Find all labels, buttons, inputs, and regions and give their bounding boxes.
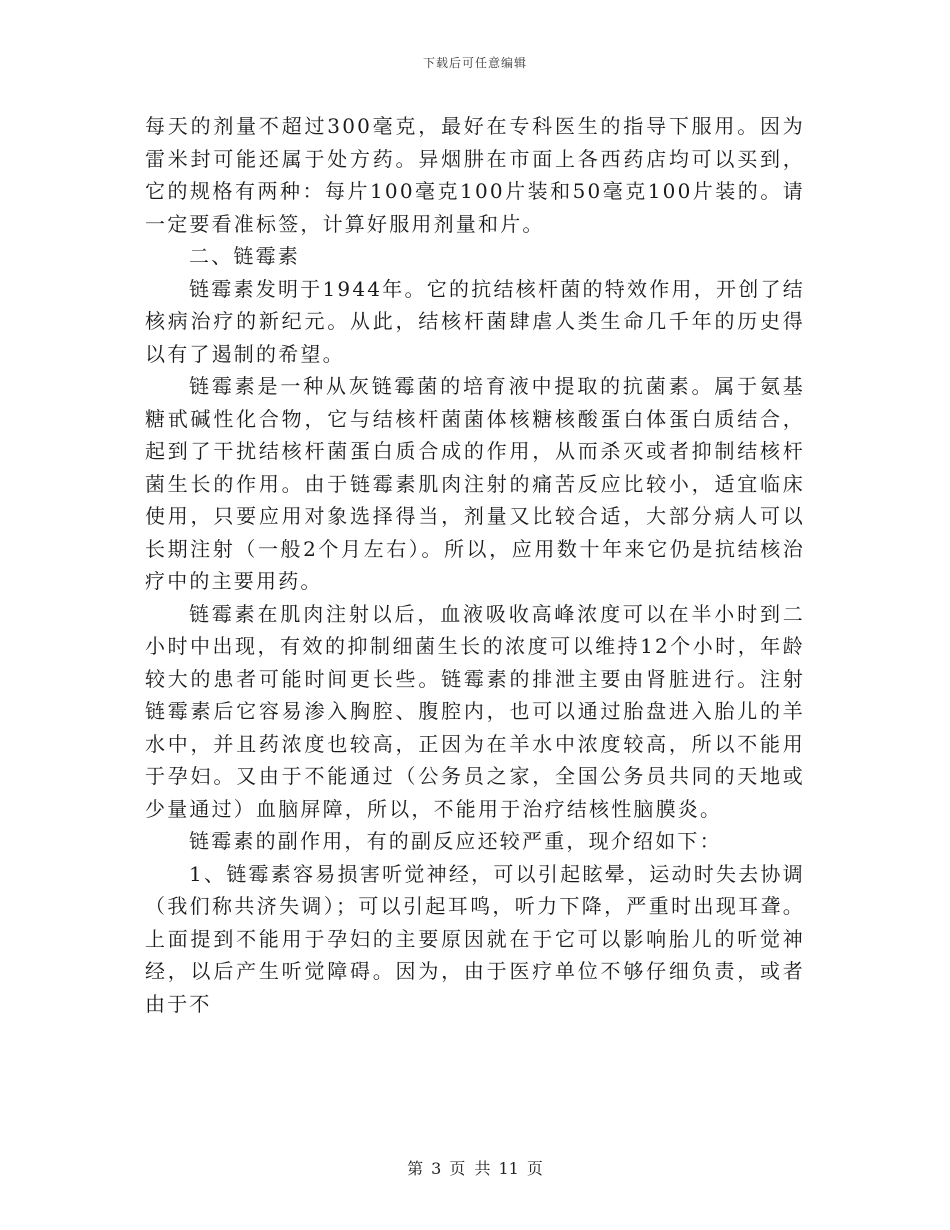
- footer-middle: 页 共: [449, 1159, 491, 1178]
- paragraph-side-effects-intro: 链霉素的副作用，有的副反应还较严重，现介绍如下：: [189, 829, 722, 853]
- section-heading-streptomycin: 二、链霉素: [189, 244, 300, 268]
- current-page-number: 3: [431, 1159, 442, 1178]
- paragraph-side-effect-1: 1、链霉素容易损害听觉神经，可以引起眩晕，运动时失去协调（我们称共济失调）；可以引起耳鸣，听力下降，严重时出现耳聋。上面提到不能用于孕妇的主要原因就在于它可以影响胎儿的听觉神经，以后产生听觉障碍。因为，由于医疗单位不够仔细负责，或者由于不: [145, 861, 805, 1016]
- paragraph-dosage: 每天的剂量不超过300毫克，最好在专科医生的指导下服用。因为雷米封可能还属于处方药。异烟肼在市面上各西药店均可以买到，它的规格有两种：每片100毫克100片装和50毫克100片装的。请一定要看准标签，计算好服用剂量和片。: [145, 114, 805, 236]
- footer-prefix: 第: [407, 1159, 424, 1178]
- paragraph-pharmacokinetics: 链霉素在肌肉注射以后，血液吸收高峰浓度可以在半小时到二小时中出现，有效的抑制细菌生长的浓度可以维持12个小时，年龄较大的患者可能时间更长些。链霉素的排泄主要由肾脏进行。注射链霉素后它容易渗入胸腔、腹腔内，也可以通过胎盘进入胎儿的羊水中，并且药浓度也较高，正因为在羊水中浓度较高，所以不能用于孕妇。又由于不能通过（公务员之家，全国公务员共同的天地或少量通过）血脑屏障，所以，不能用于治疗结核性脑膜炎。: [145, 601, 805, 821]
- total-pages-number: 11: [498, 1159, 519, 1178]
- page-footer: [0, 1156, 950, 1179]
- paragraph-history: 链霉素发明于1944年。它的抗结核杆菌的特效作用，开创了结核病治疗的新纪元。从此，结核杆菌肆虐人类生命几千年的历史得以有了遏制的希望。: [145, 276, 805, 366]
- document-body: [145, 110, 805, 1020]
- footer-suffix: 页: [526, 1159, 543, 1178]
- paragraph-mechanism: 链霉素是一种从灰链霉菌的培育液中提取的抗菌素。属于氨基糖甙碱性化合物，它与结核杆菌菌体核糖核酸蛋白体蛋白质结合，起到了干扰结核杆菌蛋白质合成的作用，从而杀灭或者抑制结核杆菌生长的作用。由于链霉素肌肉注射的痛苦反应比较小，适宜临床使用，只要应用对象选择得当，剂量又比较合适，大部分病人可以长期注射（一般2个月左右）。所以，应用数十年来它仍是抗结核治疗中的主要用药。: [145, 374, 805, 593]
- page-header-note: 下载后可任意编辑: [422, 56, 527, 70]
